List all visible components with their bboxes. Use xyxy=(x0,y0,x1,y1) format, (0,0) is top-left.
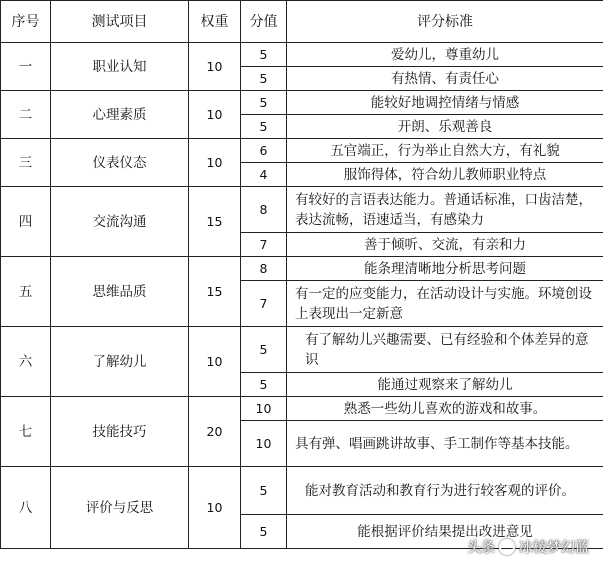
watermark-text: 头条 xyxy=(467,540,495,556)
criterion-text: 有一定的应变能力，在活动设计与实施。环境创设上表现出一定新意 xyxy=(287,281,603,327)
row-weight: 15 xyxy=(189,187,241,257)
criterion-score: 10 xyxy=(241,421,287,467)
table-row xyxy=(1,397,603,421)
header-item: 测试项目 xyxy=(51,1,189,43)
criterion-text: 能通过观察来了解幼儿 xyxy=(287,373,603,397)
criterion-score: 6 xyxy=(241,139,287,163)
criterion-text: 善于倾听、交流，有亲和力 xyxy=(287,233,603,257)
row-item: 职业认知 xyxy=(51,43,189,91)
row-weight: 10 xyxy=(189,91,241,139)
row-index: 六 xyxy=(1,327,51,397)
row-weight: 20 xyxy=(189,397,241,467)
table-row xyxy=(1,467,603,515)
source-watermark xyxy=(467,537,589,557)
row-index: 一 xyxy=(1,43,51,91)
row-index: 八 xyxy=(1,467,51,549)
criterion-text: 有热情、有责任心 xyxy=(287,67,603,91)
criterion-score: 5 xyxy=(241,373,287,397)
criterion-text: 五官端正，行为举止自然大方，有礼貌 xyxy=(287,139,603,163)
criterion-score: 5 xyxy=(241,115,287,139)
row-weight: 10 xyxy=(189,327,241,397)
table-row xyxy=(1,257,603,281)
row-item: 交流沟通 xyxy=(51,187,189,257)
criterion-text: 有了解幼儿兴趣需要、已有经验和个体差异的意识 xyxy=(287,327,603,373)
table-row xyxy=(1,91,603,115)
table-row xyxy=(1,139,603,163)
row-weight: 10 xyxy=(189,139,241,187)
row-weight: 10 xyxy=(189,467,241,549)
criterion-score: 10 xyxy=(241,397,287,421)
criterion-score: 7 xyxy=(241,281,287,327)
criterion-score: 4 xyxy=(241,163,287,187)
criterion-score: 5 xyxy=(241,327,287,373)
row-item: 评价与反思 xyxy=(51,467,189,549)
row-item: 技能技巧 xyxy=(51,397,189,467)
row-item: 了解幼儿 xyxy=(51,327,189,397)
criterion-score: 7 xyxy=(241,233,287,257)
table-row xyxy=(1,187,603,233)
row-index: 七 xyxy=(1,397,51,467)
header-weight: 权重 xyxy=(189,1,241,43)
row-weight: 15 xyxy=(189,257,241,327)
criterion-text: 能对教育活动和教育行为进行较客观的评价。 xyxy=(287,467,603,515)
criterion-score: 5 xyxy=(241,91,287,115)
criterion-text: 能条理清晰地分析思考问题 xyxy=(287,257,603,281)
criterion-text: 能根据评价结果提出改进意见 xyxy=(287,515,603,549)
criterion-text: 能较好地调控情绪与情感 xyxy=(287,91,603,115)
criterion-score: 5 xyxy=(241,467,287,515)
row-index: 四 xyxy=(1,187,51,257)
row-item: 仪表仪态 xyxy=(51,139,189,187)
table-row xyxy=(1,327,603,373)
criterion-score: 5 xyxy=(241,43,287,67)
row-index: 三 xyxy=(1,139,51,187)
row-weight: 10 xyxy=(189,43,241,91)
criterion-score: 8 xyxy=(241,257,287,281)
table-row xyxy=(1,43,603,67)
header-standard: 评分标准 xyxy=(287,1,603,43)
criterion-text: 服饰得体，符合幼儿教师职业特点 xyxy=(287,163,603,187)
watermark-account: 冰棱梦幻蓝 xyxy=(519,540,589,556)
criterion-score: 5 xyxy=(241,515,287,549)
row-item: 思维品质 xyxy=(51,257,189,327)
criterion-text: 开朗、乐观善良 xyxy=(287,115,603,139)
criterion-text: 具有弹、唱画跳讲故事、手工制作等基本技能。 xyxy=(287,421,603,467)
header-score: 分值 xyxy=(241,1,287,43)
header-row xyxy=(1,1,603,43)
row-item: 心理素质 xyxy=(51,91,189,139)
account-icon xyxy=(499,539,515,555)
criterion-text: 爱幼儿，尊重幼儿 xyxy=(287,43,603,67)
row-index: 五 xyxy=(1,257,51,327)
criterion-score: 8 xyxy=(241,187,287,233)
criterion-score: 5 xyxy=(241,67,287,91)
criterion-text: 有较好的言语表达能力。普通话标准，口齿洁楚，表达流畅，语速适当，有感染力 xyxy=(287,187,603,233)
header-index: 序号 xyxy=(1,1,51,43)
row-index: 二 xyxy=(1,91,51,139)
criterion-text: 熟悉一些幼儿喜欢的游戏和故事。 xyxy=(287,397,603,421)
